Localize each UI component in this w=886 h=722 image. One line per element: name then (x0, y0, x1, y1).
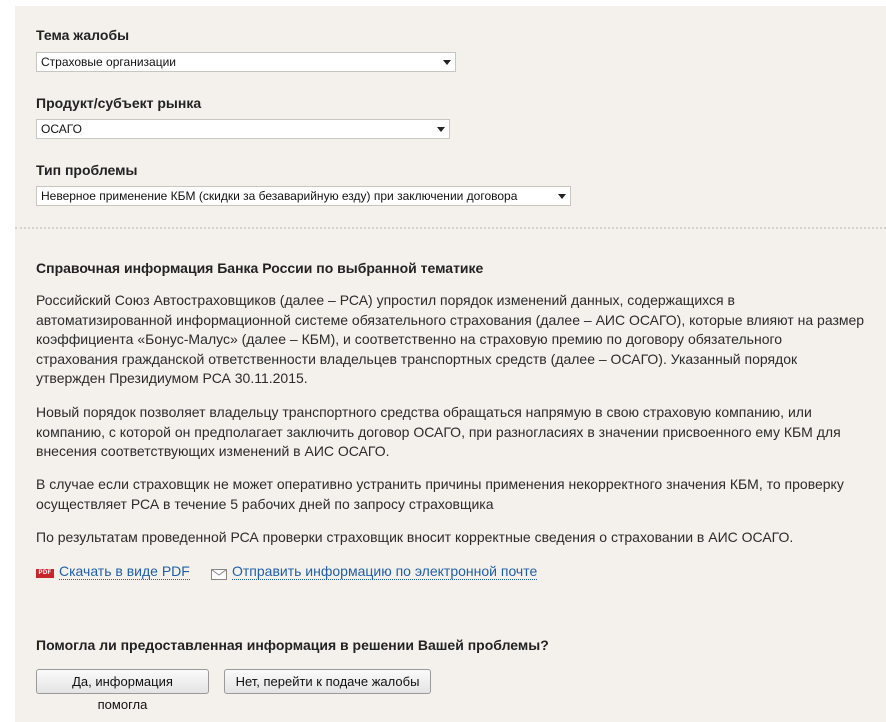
info-paragraph: Российский Союз Автостраховщиков (далее – РСА) упростил порядок изменений данных, содержащихся в автоматизированной информационной системе обязательного страхования (далее – АИС ОСАГО), которые влияют на размер коэффициента «Бонус-Малус» (далее – КБМ), и соответственно на страховую премию по договору обязательного страхования гражданской ответственности владельцев транспортных средств (далее – ОСАГО). Указанный порядок утвержден Президиумом РСА 30.11.2015. (36, 292, 865, 386)
chevron-down-icon (437, 127, 445, 132)
topic-select[interactable] (36, 52, 456, 72)
info-section-title: Справочная информация Банка России по выбранной тематике (36, 260, 484, 276)
topic-label: Тема жалобы (36, 27, 130, 43)
topic-select-value: Страховые организации (41, 55, 176, 69)
info-paragraph: По результатам проведенной РСА проверки страховщик вносит корректные сведения о страховании в АИС ОСАГО. (36, 529, 794, 545)
chevron-down-icon (443, 60, 451, 65)
complaint-panel (15, 6, 886, 722)
download-pdf-link[interactable] (59, 563, 190, 579)
go-to-complaint-button[interactable]: Нет, перейти к подаче жалобы (224, 669, 431, 694)
info-paragraph: В случае если страховщик не может оперативно устранить причины применения некорректного значения КБМ, то проверку осуществляет РСА в течение 5 рабочих дней по запросу страховщика (36, 476, 844, 512)
download-pdf-label: Скачать в виде PDF (59, 563, 190, 579)
problem-type-select[interactable] (36, 186, 571, 206)
product-select-value: ОСАГО (41, 122, 82, 136)
mail-icon (211, 569, 227, 580)
info-paragraph: Новый порядок позволяет владельцу транспортного средства обращаться напрямую в свою страховую компанию, или компанию, с которой он предполагает заключить договор ОСАГО, при разногласиях в значении присвоенного ему КБМ для внесения соответствующих изменений в АИС ОСАГО. (36, 404, 841, 459)
send-email-link[interactable] (232, 563, 537, 579)
send-email-label: Отправить информацию по электронной почте (232, 563, 538, 579)
problem-type-select-value: Неверное применение КБМ (скидки за безаварийную езду) при заключении договора (41, 189, 518, 203)
pdf-icon: PDF (36, 569, 54, 578)
yes-helped-button[interactable]: Да, информация помогла (36, 669, 209, 694)
product-label: Продукт/субъект рынка (36, 95, 202, 111)
chevron-down-icon (558, 194, 566, 199)
problem-type-label: Тип проблемы (36, 162, 138, 178)
product-select[interactable] (36, 119, 450, 139)
feedback-question: Помогла ли предоставленная информация в решении Вашей проблемы? (36, 637, 549, 653)
section-divider (15, 227, 886, 229)
